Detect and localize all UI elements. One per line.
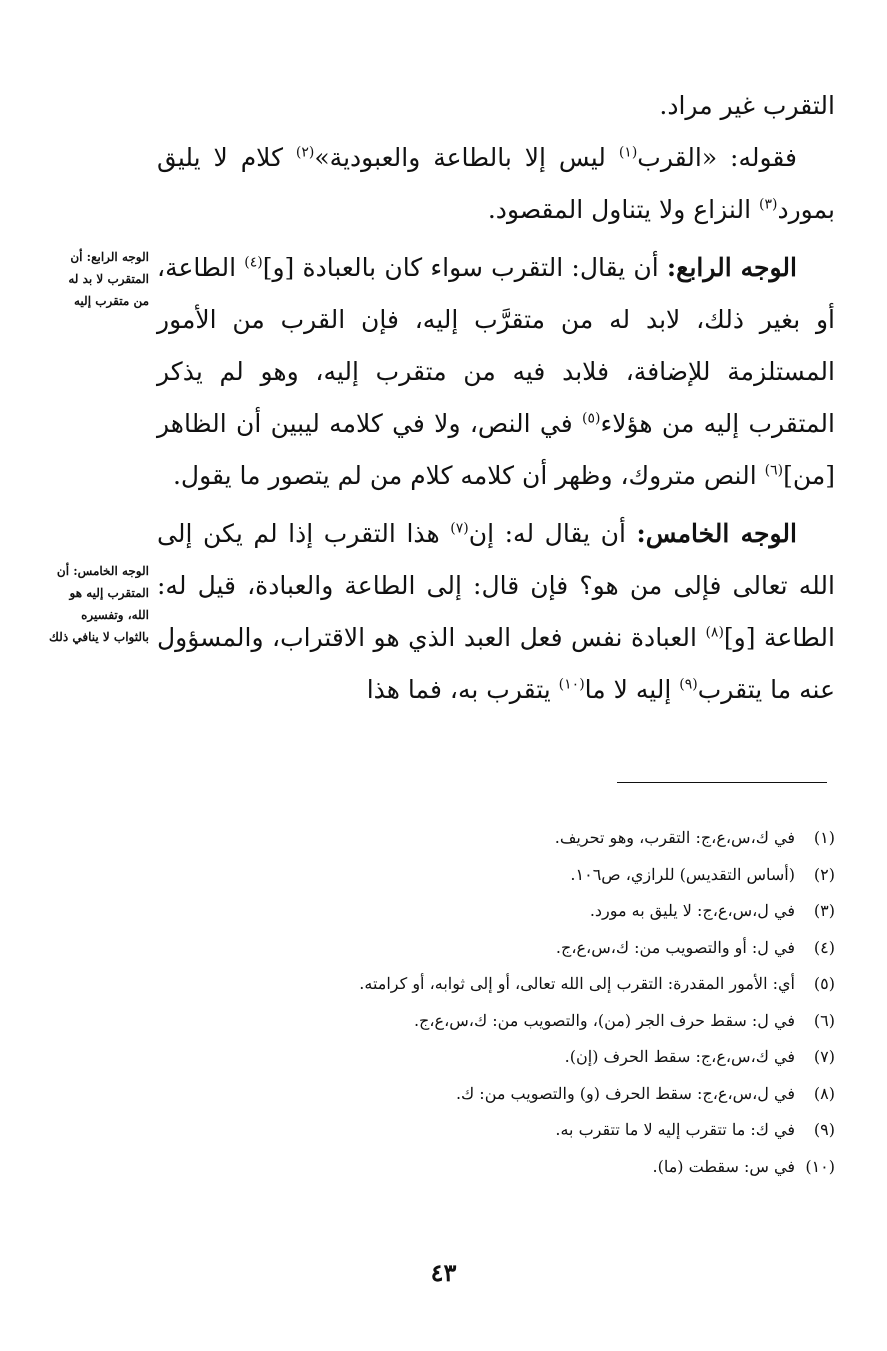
footnote-item [145,1112,835,1149]
footnote-number: (٥) [813,974,835,993]
margin-note-fourth: الوجه الرابع: أن المتقرب لا بد له من متقرب إليه [68,250,149,308]
section-heading-fifth: الوجه الخامس: [636,519,797,548]
footnote-text: في ك،س،ع،ج: سقط الحرف (إن). [564,1047,795,1066]
footnotes-list [145,820,835,1185]
footnote-number: (١٠) [805,1156,835,1176]
footnote-number: (٦) [813,1010,835,1030]
footnote-item [145,1076,835,1113]
text-run: أن يقال له: إن [468,519,637,548]
footnote-ref-6[interactable]: (٦) [764,462,784,479]
text-run: النزاع ولا يتناول المقصود. [487,195,759,224]
footnote-text: في ك: ما تتقرب إليه لا ما تتقرب به. [555,1120,795,1139]
text-run: أن يقال: التقرب سواء كان بالعبادة [و] [262,253,667,282]
paragraph-2 [157,132,835,236]
footnote-ref-10[interactable]: (١٠) [558,676,585,693]
footnote-text: في ل،س،ع،ج: لا يليق به مورد. [589,901,795,920]
footnote-item [145,893,835,930]
footnote-text: في ل: سقط حرف الجر (من)، والتصويب من: ك،س،ع،ج. [413,1010,795,1030]
margin-note-fifth: الوجه الخامس: أن المتقرب إليه هو الله، وتفسيره بالثواب لا ينافي ذلك [49,564,149,644]
text-run: يتقرب به، فما هذا [366,675,559,704]
footnote-text: في س: سقطت (ما). [652,1156,795,1176]
footnote-number: (٣) [813,901,835,920]
paragraph-1-text: التقرب غير مراد. [659,91,835,120]
footnote-text: أي: الأمور المقدرة: التقرب إلى الله تعالى، أو إلى ثوابه، أو كرامته. [359,974,795,993]
paragraph-4 [157,508,835,716]
footnote-text: في ك،س،ع،ج: التقرب، وهو تحريف. [554,828,795,847]
paragraph-1 [157,80,835,132]
text-run: إليه لا ما [584,675,680,704]
footnote-ref-8[interactable]: (٨) [705,624,724,641]
footnote-number: (٤) [813,937,835,957]
footnote-item [145,1149,835,1186]
section-heading-fourth: الوجه الرابع: [666,253,797,282]
text-run: في النص، ولا في كلامه ليبين أن الظاهر [من] [157,409,835,490]
text-run: كلام لا يليق بمورد [157,143,835,224]
footnote-number: (٢) [813,864,835,884]
page-number: ٤٣ [430,1258,457,1287]
footnote-text: (أساس التقديس) للرازي، ص١٠٦. [570,864,795,884]
paragraph-3 [157,242,835,502]
footnote-item [145,930,835,967]
footnote-item [145,1039,835,1076]
text-run: ليس إلا بالطاعة والعبودية» [314,143,619,172]
footnote-ref-3[interactable]: (٣) [758,196,778,213]
text-run: الطاعة، أو بغير ذلك، لابد له من متقرَّب إليه، فإن القرب من الأمور المستلزمة للإضافة، فلابد فيه من متقرب إليه، وهو لم يذكر المتقرب إليه من هؤلاء [157,253,835,438]
footnote-text: في ل،س،ع،ج: سقط الحرف (و) والتصويب من: ك. [455,1083,795,1103]
footnote-number: (٩) [813,1120,835,1139]
footnote-number: (٧) [813,1047,835,1066]
footnote-number: (١) [813,828,835,847]
footnote-divider [617,782,827,783]
footnote-text: في ل: أو والتصويب من: ك،س،ع،ج. [555,937,795,957]
footnote-item [145,1003,835,1040]
text-run: العبادة نفس فعل العبد الذي هو الاقتراب، والمسؤول عنه ما يتقرب [157,623,835,704]
footnote-ref-9[interactable]: (٩) [679,676,698,693]
footnote-ref-1[interactable]: (١) [618,144,638,161]
footnote-item [145,820,835,857]
footnote-ref-4[interactable]: (٤) [244,254,263,271]
footnote-ref-2[interactable]: (٢) [295,144,315,161]
text-run: هذا التقرب إذا لم يكن إلى الله تعالى فإلى من هو؟ فإن قال: إلى الطاعة والعبادة، قيل له: الطاعة [و] [157,519,835,652]
footnote-item [145,857,835,894]
footnote-number: (٨) [813,1083,835,1103]
footnote-ref-7[interactable]: (٧) [450,520,469,537]
main-text [157,80,835,716]
footnote-item [145,966,835,1003]
text-run: النص متروك، وظهر أن كلامه كلام من لم يتصور ما يقول. [172,461,765,490]
text-run: فقوله: «القرب [637,143,797,172]
footnote-ref-5[interactable]: (٥) [582,410,601,427]
